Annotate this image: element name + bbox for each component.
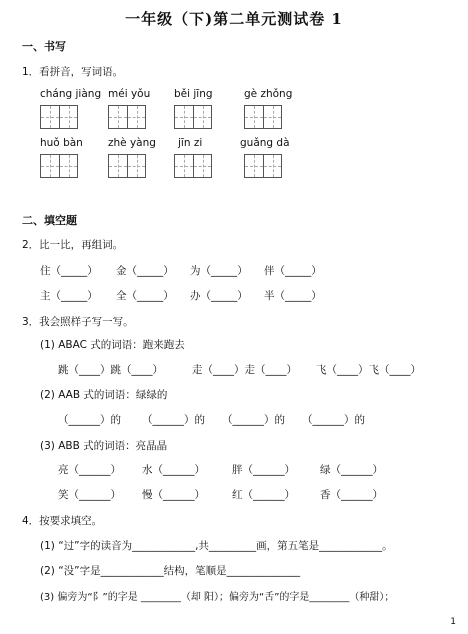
question-3-label: 3．我会照样子写一写。 [22, 316, 134, 328]
question-2-label: 2．比一比，再组词。 [22, 239, 124, 251]
section-heading-writing: 一、书写 [22, 40, 66, 53]
aab-item: （______）的 [58, 414, 121, 426]
pinyin-4: gè zhǒng [244, 88, 293, 100]
aab-example: (2) AAB 式的词语：绿绿的 [40, 389, 168, 401]
abac-item: 走（____）走（____） [192, 364, 297, 376]
fill-line-2: (2) “没”字是____________结构，笔顺是______________ [40, 565, 301, 577]
compare-item: 金（_____） [116, 265, 174, 277]
abb-item: 红（______） [232, 489, 295, 501]
writing-grid[interactable] [174, 105, 212, 129]
compare-item: 为（_____） [190, 265, 248, 277]
aab-item: （______）的 [142, 414, 205, 426]
compare-item: 主（_____） [40, 290, 98, 302]
pinyin-1: cháng jiàng [40, 88, 102, 100]
pinyin-2: méi yǒu [108, 88, 151, 100]
fill-line-3: (3) 偏旁为“阝”的字是 ________（却 阳）；偏旁为“舌”的字是________（种甜）； [40, 592, 395, 603]
abb-item: 慢（______） [142, 489, 205, 501]
fill-line-1: (1) “过”字的读音为____________,共_________画，第五笔是____________。 [40, 540, 393, 552]
abb-item: 水（______） [142, 464, 205, 476]
abb-item: 香（______） [320, 489, 383, 501]
pinyin-5: huǒ bàn [40, 137, 83, 149]
pinyin-3: běi jīng [174, 88, 213, 100]
pinyin-8: guǎng dà [240, 137, 290, 149]
abac-example: (1) ABAC 式的词语：跑来跑去 [40, 339, 185, 351]
compare-item: 半（_____） [264, 290, 322, 302]
abac-item: 跳（____）跳（____） [58, 364, 163, 376]
abb-example: (3) ABB 式的词语：亮晶晶 [40, 440, 168, 452]
writing-grid[interactable] [244, 154, 282, 178]
writing-grid[interactable] [40, 105, 78, 129]
question-4-label: 4．按要求填空。 [22, 515, 103, 527]
writing-grid[interactable] [244, 105, 282, 129]
compare-item: 办（_____） [190, 290, 248, 302]
question-1-label: 1．看拼音，写词语。 [22, 66, 124, 78]
writing-grid[interactable] [40, 154, 78, 178]
writing-grid[interactable] [108, 105, 146, 129]
section-heading-fill-in: 二、填空题 [22, 214, 77, 227]
abb-item: 亮（______） [58, 464, 121, 476]
abb-item: 胖（______） [232, 464, 295, 476]
aab-item: （______）的 [302, 414, 365, 426]
pinyin-7: jīn zi [178, 137, 203, 149]
page-title: 一年级（下)第二单元测试卷 1 [125, 10, 343, 28]
writing-grid[interactable] [108, 154, 146, 178]
compare-item: 住（_____） [40, 265, 98, 277]
abb-item: 绿（______） [320, 464, 383, 476]
page-number: 1 [450, 617, 456, 627]
abac-item: 飞（____）飞（____） [316, 364, 421, 376]
aab-item: （______）的 [222, 414, 285, 426]
compare-item: 伴（_____） [264, 265, 322, 277]
compare-item: 全（_____） [116, 290, 174, 302]
pinyin-6: zhè yàng [108, 137, 156, 149]
writing-grid[interactable] [174, 154, 212, 178]
abb-item: 笑（______） [58, 489, 121, 501]
